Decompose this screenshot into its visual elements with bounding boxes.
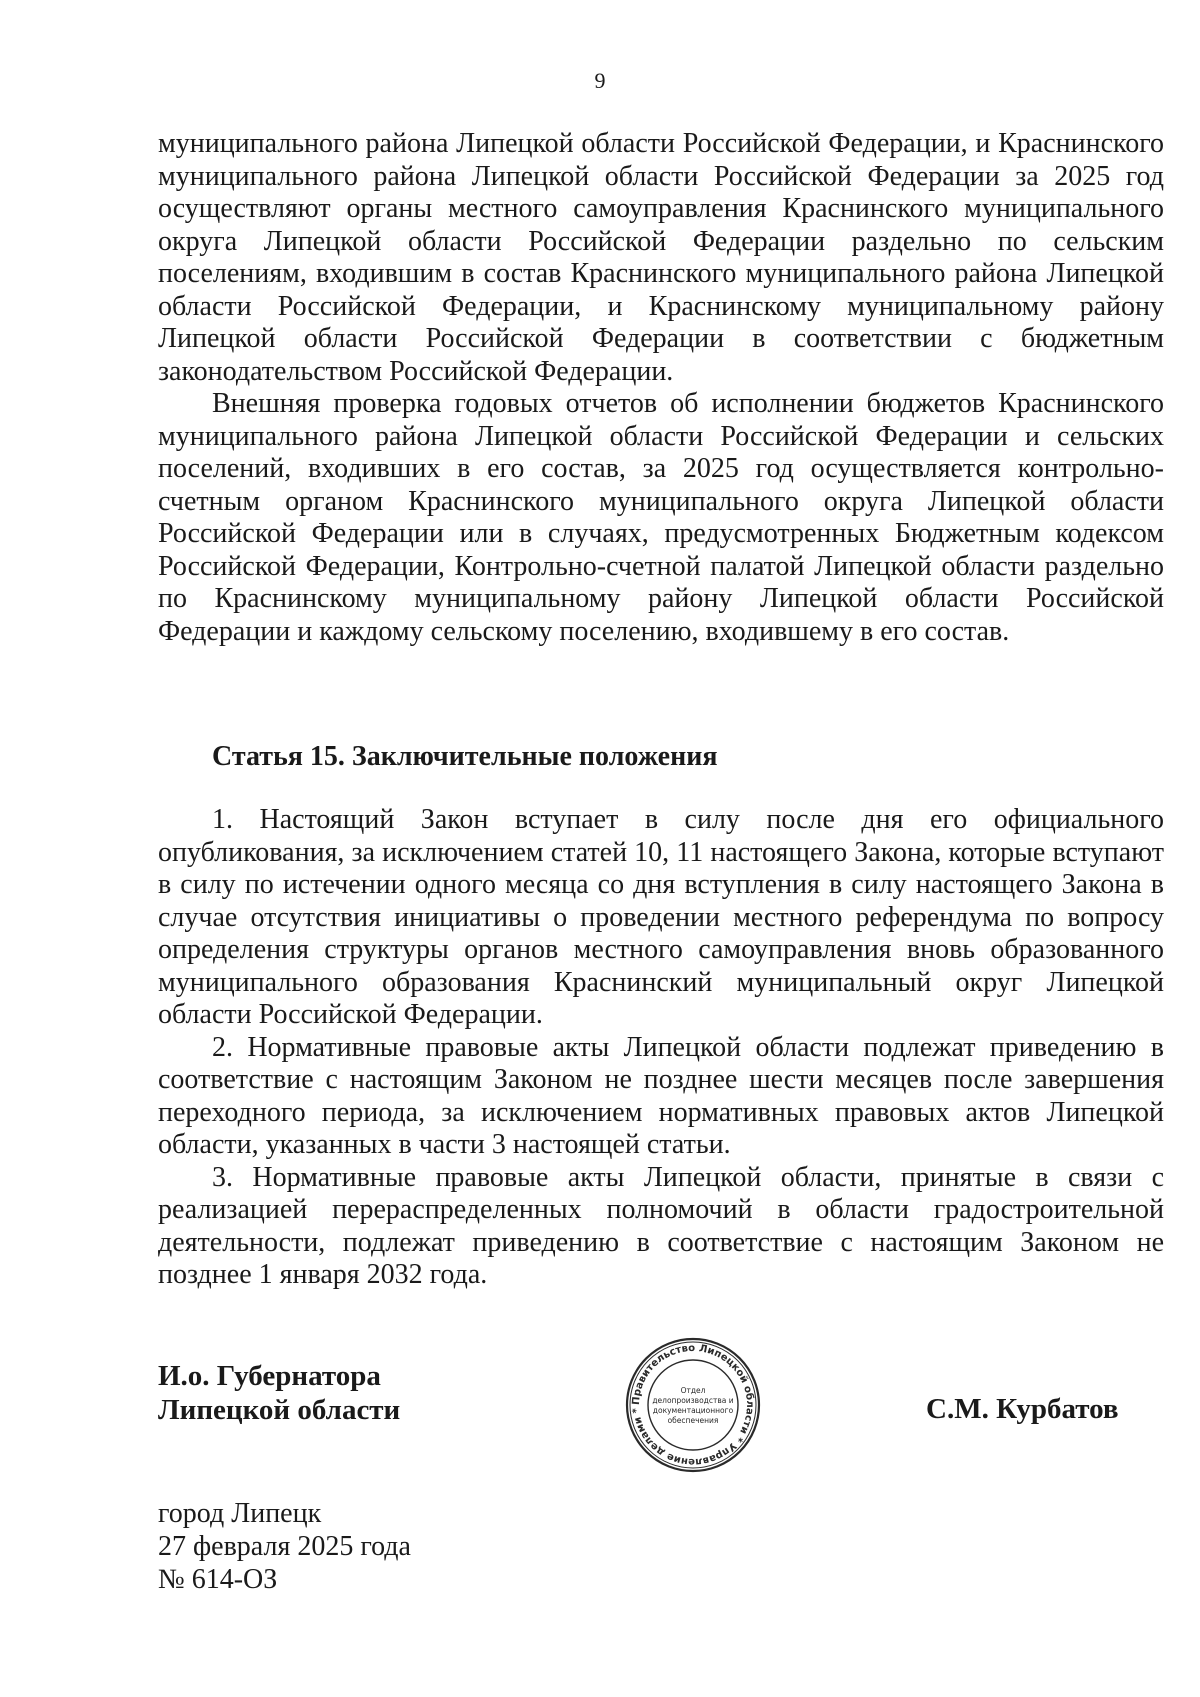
page-number: 9 [594, 68, 606, 93]
signatory-title-line1: И.о. Губернатора [158, 1360, 381, 1392]
seal-inner-line2: делопроизводства и [652, 1396, 734, 1405]
footer-city: город Липецк [158, 1498, 322, 1529]
seal-inner-line4: обеспечения [667, 1416, 719, 1425]
seal-inner-line1: Отдел [680, 1386, 706, 1395]
signatory-name: С.М. Курбатов [926, 1393, 1119, 1425]
seal-outer-text: Правительство Липецкой области * Управление делами * [630, 1342, 756, 1468]
continuation-section [158, 128, 1164, 648]
signatory-title-line2: Липецкой области [158, 1394, 401, 1426]
article-clause-3: 3. Нормативные правовые акты Липецкой области, принятые в связи с реализацией перераспределенных полномочий в области градостроительной деятельности, подлежат приведению в соответствие с настоящим Законом не позднее 1 января 2032 года. [158, 1161, 1164, 1290]
footer-law-number: № 614-ОЗ [158, 1564, 278, 1595]
article-body [158, 804, 1164, 1292]
paragraph-budget-execution: муниципального района Липецкой области Российской Федерации, и Краснинского муниципального района Липецкой области Российской Федерации за 2025 год осуществляют органы местного самоуправления Краснинского муниципального округа Липецкой области Российской Федерации раздельно по сельским поселениям, входившим в состав Краснинского муниципального района Липецкой области Российской Федерации, и Краснинскому муниципальному району Липецкой области Российской Федерации в соответствии с бюджетным законодательством Российской Федерации. [158, 128, 1164, 387]
footer-date: 27 февраля 2025 года [158, 1531, 411, 1562]
article-clause-1: 1. Настоящий Закон вступает в силу после дня его официального опубликования, за исключением статей 10, 11 настоящего Закона, которые вступают в силу по истечении одного месяца со дня вступления в силу настоящего Закона в случае отсутствия инициативы о проведении местного референдума по вопросу определения структуры органов местного самоуправления вновь образованного муниципального образования Краснинский муниципальный округ Липецкой области Российской Федерации. [158, 804, 1164, 1030]
paragraph-external-audit: Внешняя проверка годовых отчетов об исполнении бюджетов Краснинского муниципального района Липецкой области Российской Федерации и сельских поселений, входивших в его состав, за 2025 год осуществляется контрольно-счетным органом Краснинского муниципального округа Липецкой области Российской Федерации или в случаях, предусмотренных Бюджетным кодексом Российской Федерации, Контрольно-счетной палатой Липецкой области раздельно по Краснинскому муниципальному району Липецкой области Российской Федерации и каждому сельскому поселению, входившему в его состав. [158, 388, 1164, 647]
signatory-title [158, 1359, 400, 1427]
document-footer [158, 1497, 411, 1596]
article-heading: Статья 15. Заключительные положения [212, 741, 718, 772]
article-clause-2: 2. Нормативные правовые акты Липецкой области подлежат приведению в соответствие с настоящим Законом не позднее шести месяцев после завершения переходного периода, за исключением нормативных правовых актов Липецкой области, указанных в части 3 настоящей статьи. [158, 1031, 1164, 1160]
round-seal-icon [625, 1337, 761, 1473]
seal-inner-line3: документационного [652, 1406, 734, 1415]
